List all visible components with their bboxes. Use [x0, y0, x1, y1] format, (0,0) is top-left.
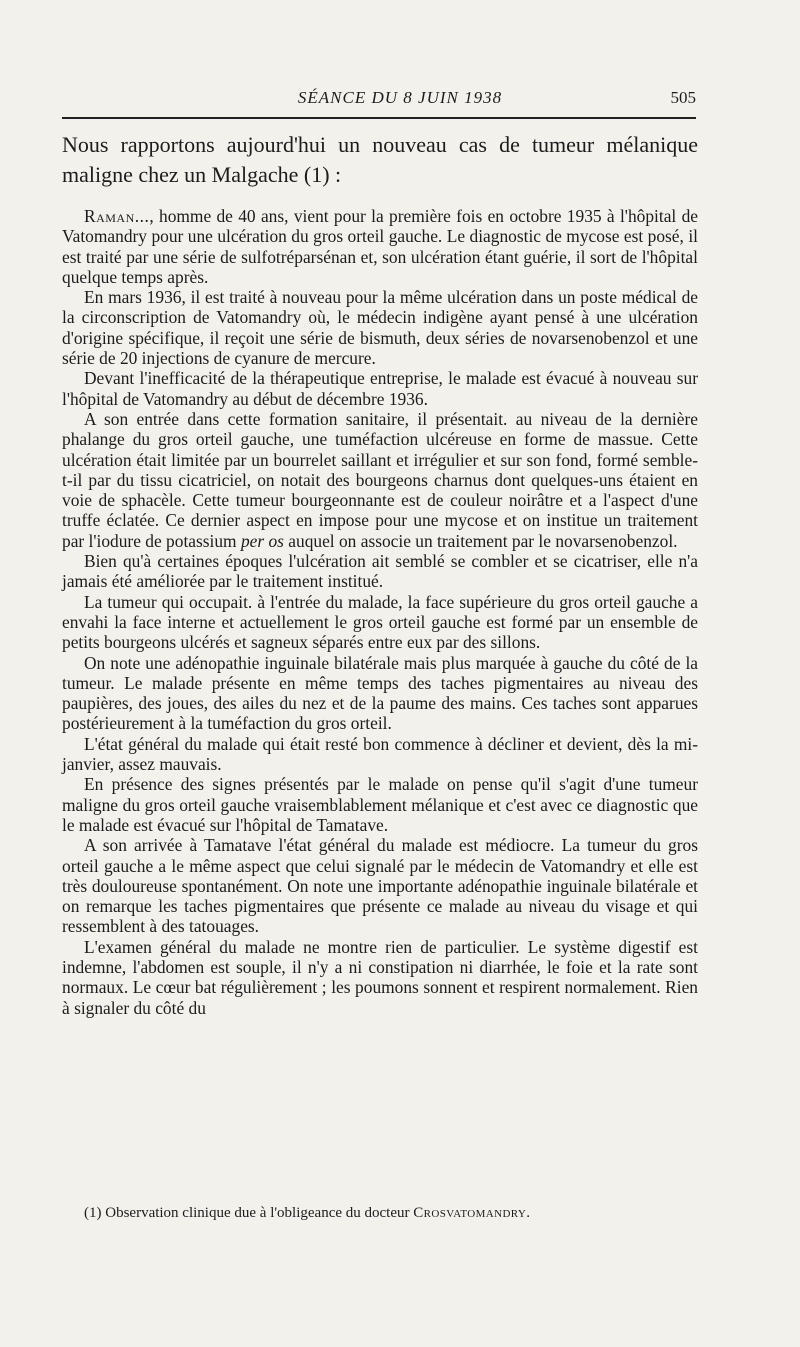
paragraph-6: La tumeur qui occupait. à l'entrée du malade, la face supérieure du gros orteil gauche a envahi la face interne et actuellement le gros orteil gauche est formé par un ensemble de petits bourgeons ulcérés et sagneux séparés entre eux par des sillons. — [62, 591, 698, 653]
paragraph-4-tail: auquel on associe un traitement par le novarsenobenzol. — [283, 530, 678, 551]
footnote-text: (1) Observation clinique due à l'obligeance du docteur — [84, 1205, 414, 1221]
paragraph-11: L'examen général du malade ne montre rien de particulier. Le système digestif est indemne, l'abdomen est souple, il n'y a ni constipation ni diarrhée, le foie et la rate sont normaux. Le cœur bat régulièrement ; les poumons sonnent et respirent normalement. Rien à signaler du côté du — [62, 936, 698, 1018]
patient-name: Raman... — [84, 206, 150, 226]
paragraph-8: L'état général du malade qui était resté bon commence à décliner et devient, dès la mi-janvier, assez mauvais. — [62, 733, 698, 775]
paragraph-1-text: , homme de 40 ans, vient pour la première fois en octobre 1935 à l'hôpital de Vatomandry pour une ulcération du gros orteil gauche. Le diagnostic de mycose est posé, il est traité par une série de sulfotréparsénan et, son ulcération étant guérie, il sort de l'hôpital quelque temps après. — [62, 206, 698, 287]
intro-paragraph: Nous rapportons aujourd'hui un nouveau cas de tumeur mélanique maligne chez un Malgache (1) : — [62, 132, 698, 187]
paragraph-4-italic: per os — [240, 530, 284, 551]
footnote — [84, 1203, 704, 1223]
paragraph-1 — [62, 206, 698, 287]
paragraph-3: Devant l'inefficacité de la thérapeutique entreprise, le malade est évacué à nouveau sur l'hôpital de Vatomandry au début de décembre 1936. — [62, 368, 698, 409]
paragraph-9: En présence des signes présentés par le malade on pense qu'il s'agit d'une tumeur maligne du gros orteil gauche vraisemblablement mélanique et c'est avec ce diagnostic que le malade est évacué sur l'hôpital de Tamatave. — [62, 774, 698, 835]
paragraph-5: Bien qu'à certaines époques l'ulcération ait semblé se combler et se cicatriser, elle n'a jamais été améliorée par le traitement institué. — [62, 551, 698, 592]
footnote-doctor-name: Crosvatomandry — [413, 1205, 527, 1221]
paragraph-7: On note une adénopathie inguinale bilatérale mais plus marquée à gauche du côté de la tumeur. Le malade présente en même temps des taches pigmentaires au niveau des paupières, des joues, des ailes du nez et de la paume des mains. Ces taches sont apparues postérieurement à la tuméfaction du gros orteil. — [62, 652, 698, 734]
footnote-end: . — [526, 1205, 531, 1221]
paragraph-10: A son arrivée à Tamatave l'état général du malade est médiocre. La tumeur du gros orteil gauche a le même aspect que celui signalé par le médecin de Vatomandry et elle est très douloureuse spontanément. On note une importante adénopathie inguinale bilatérale et on remarque les taches pigmentaires que présente ce malade au niveau du visage et qui ressemblent à des tatouages. — [62, 835, 698, 937]
running-title: SÉANCE DU 8 JUIN 1938 — [297, 88, 503, 107]
running-header — [0, 88, 800, 112]
paragraph-2: En mars 1936, il est traité à nouveau pour la même ulcération dans un poste médical de la circonscription de Vatomandry où, le médecin indigène ayant pensé à une ulcération d'origine spécifique, il reçoit une série de bismuth, deux séries de novarsenobenzol et une série de 20 injections de cyanure de mercure. — [62, 287, 698, 369]
paragraph-4 — [62, 409, 698, 551]
page-number: 505 — [670, 88, 696, 107]
paragraph-4-text: A son entrée dans cette formation sanitaire, il présentait. au niveau de la dernière phalange du gros orteil gauche, une tuméfaction ulcéreuse en forme de massue. Cette ulcération était limitée par un bourrelet saillant et irrégulier et sur son fond, formé semble-t-il par du tissu cicatriciel, on notait des bourgeons charnus dont quelques-uns étaient en voie de sphacèle. Cette tumeur bourgeonnante est de couleur noirâtre et a l'aspect d'une truffe éclatée. Ce dernier aspect en impose pour une mycose et on institue un traitement par l'iodure de potassium — [62, 408, 698, 551]
header-rule — [62, 117, 696, 119]
body-text — [62, 206, 698, 1018]
